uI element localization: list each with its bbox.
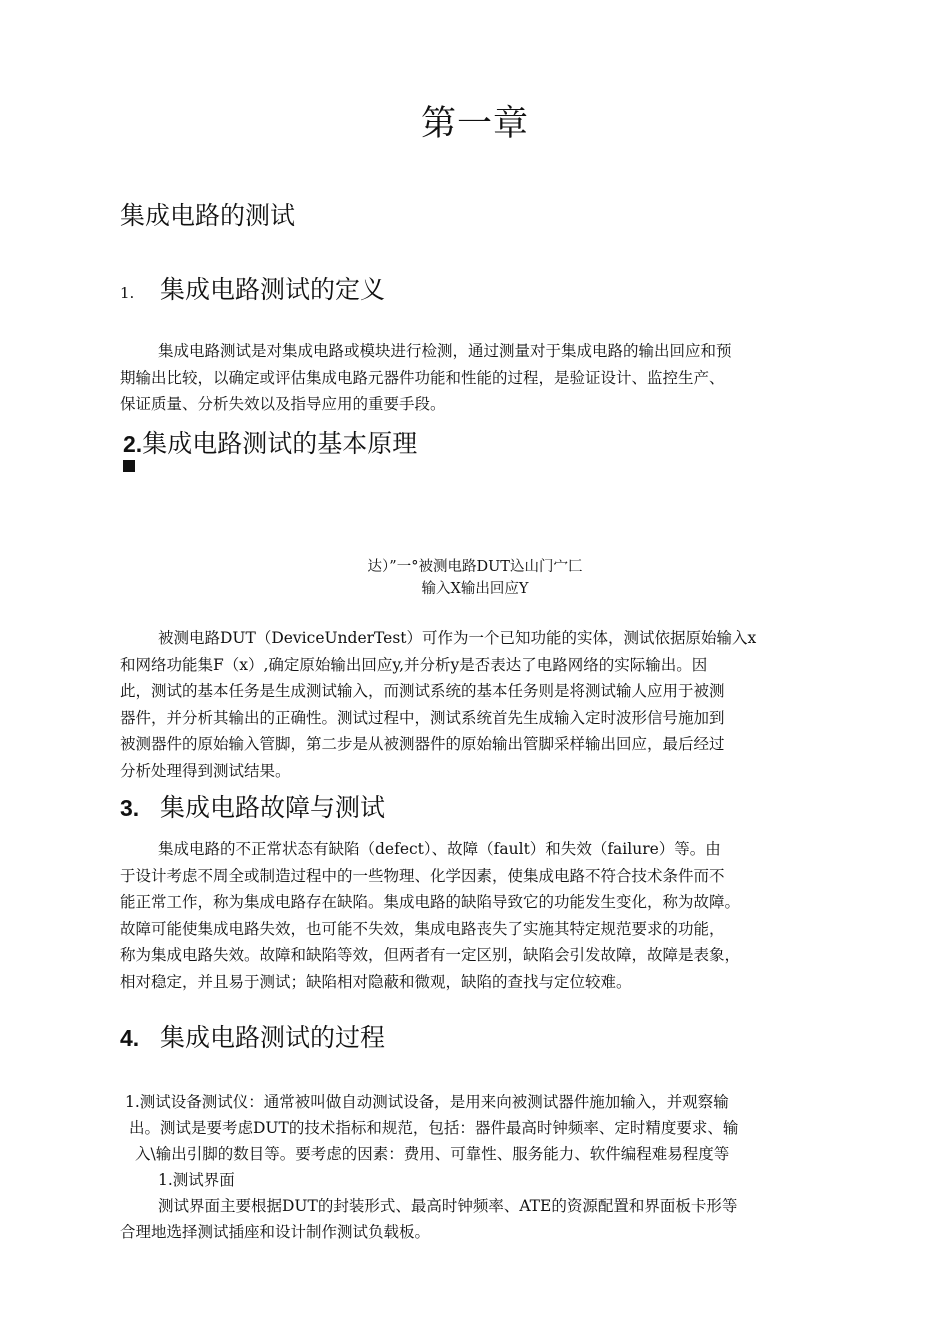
definition-paragraph: [120, 338, 840, 418]
paragraph-line: 此，测试的基本任务是生成测试输入，而测试系统的基本任务则是将测试输人应用于被测: [120, 682, 725, 701]
principle-diagram: [0, 556, 950, 600]
paragraph-line: 期输出比较，以确定或评估集成电路元器件功能和性能的过程，是验证设计、监控生产、: [120, 368, 725, 387]
process-line: 合理地选择测试插座和设计制作测试负载板。: [120, 1223, 431, 1241]
chapter-title: 第一章: [420, 104, 529, 144]
section-4-number: 4.: [120, 1025, 140, 1051]
process-line: 入\输出引脚的数目等。要考虑的因素：费用、可靠性、服务能力、软件编程难易程度等: [135, 1145, 730, 1163]
principle-paragraph: [120, 625, 840, 785]
fault-paragraph: [120, 836, 840, 996]
paragraph-line: 称为集成电路失效。故障和缺陷等效，但两者有一定区别，缺陷会引发故障，故障是表象，: [120, 946, 741, 965]
paragraph-line: 集成电路的不正常状态有缺陷（defect）、故障（fault）和失效（failure）等。由: [158, 840, 721, 858]
section-3-heading: [120, 788, 385, 824]
paragraph-line: 能正常工作，称为集成电路存在缺陷。集成电路的缺陷导致它的功能发生变化，称为故障。: [120, 893, 741, 912]
paragraph-line: 器件，并分析其输出的正确性。测试过程中，测试系统首先生成输入定时波形信号施加到: [120, 708, 725, 727]
process-item-2-title: 1.测试界面: [158, 1171, 235, 1189]
diagram-line-1: 达）”一°被测电路DUT込山门宀匚: [367, 559, 583, 575]
paragraph-line: 于设计考虑不周全或制造过程中的一些物理、化学因素，使集成电路不符合技术条件而不: [120, 866, 725, 885]
section-4-title: 集成电路测试的过程: [160, 1023, 386, 1052]
diagram-line-2: 输入X输出回应Y: [421, 581, 529, 597]
section-1-title: 集成电路测试的定义: [160, 275, 386, 304]
paragraph-line: 和网络功能集F（x）,确定原始输出回应y,并分析y是否表达了电路网络的实际输出。因: [120, 655, 708, 674]
process-line: 测试界面主要根据DUT的封装形式、最高时钟频率、ATE的资源配置和界面板卡形等: [158, 1197, 738, 1215]
bullet-square-icon: [123, 460, 135, 472]
paragraph-line: 被测电路DUT（DeviceUnderTest）可作为一个已知功能的实体，测试依据原始输入x: [158, 629, 757, 647]
section-2-title: 集成电路测试的基本原理: [142, 429, 418, 458]
process-item-1: [125, 1089, 738, 1167]
process-item-2: [120, 1193, 737, 1245]
page-subtitle: 集成电路的测试: [120, 201, 296, 230]
section-4-heading: [120, 1018, 385, 1054]
paragraph-line: 保证质量、分析失效以及指导应用的重要手段。: [120, 395, 446, 414]
section-3-number: 3.: [120, 795, 140, 821]
paragraph-line: 分析处理得到测试结果。: [120, 761, 291, 780]
section-2-heading: [123, 424, 417, 460]
process-line: 1.测试设备测试仪：通常被叫做自动测试设备，是用来向被测试器件施加输入，并观察输: [125, 1093, 729, 1111]
paragraph-line: 集成电路测试是对集成电路或模块进行检测，通过测量对于集成电路的输出回应和预: [158, 342, 732, 360]
section-2-number: 2.: [123, 431, 143, 457]
paragraph-line: 被测器件的原始输入管脚，第二步是从被测器件的原始输出管脚采样输出回应，最后经过: [120, 735, 725, 754]
section-3-title: 集成电路故障与测试: [160, 793, 386, 822]
section-1-number: 1.: [120, 284, 135, 302]
process-line: 出。测试是要考虑DUT的技术指标和规范，包括：器件最高时钟频率、定时精度要求、输: [129, 1119, 739, 1137]
section-1-heading: [120, 270, 385, 306]
paragraph-line: 相对稳定，并且易于测试；缺陷相对隐蔽和微观，缺陷的查找与定位较难。: [120, 972, 632, 991]
paragraph-line: 故障可能使集成电路失效，也可能不失效，集成电路丧失了实施其特定规范要求的功能，: [120, 919, 725, 938]
